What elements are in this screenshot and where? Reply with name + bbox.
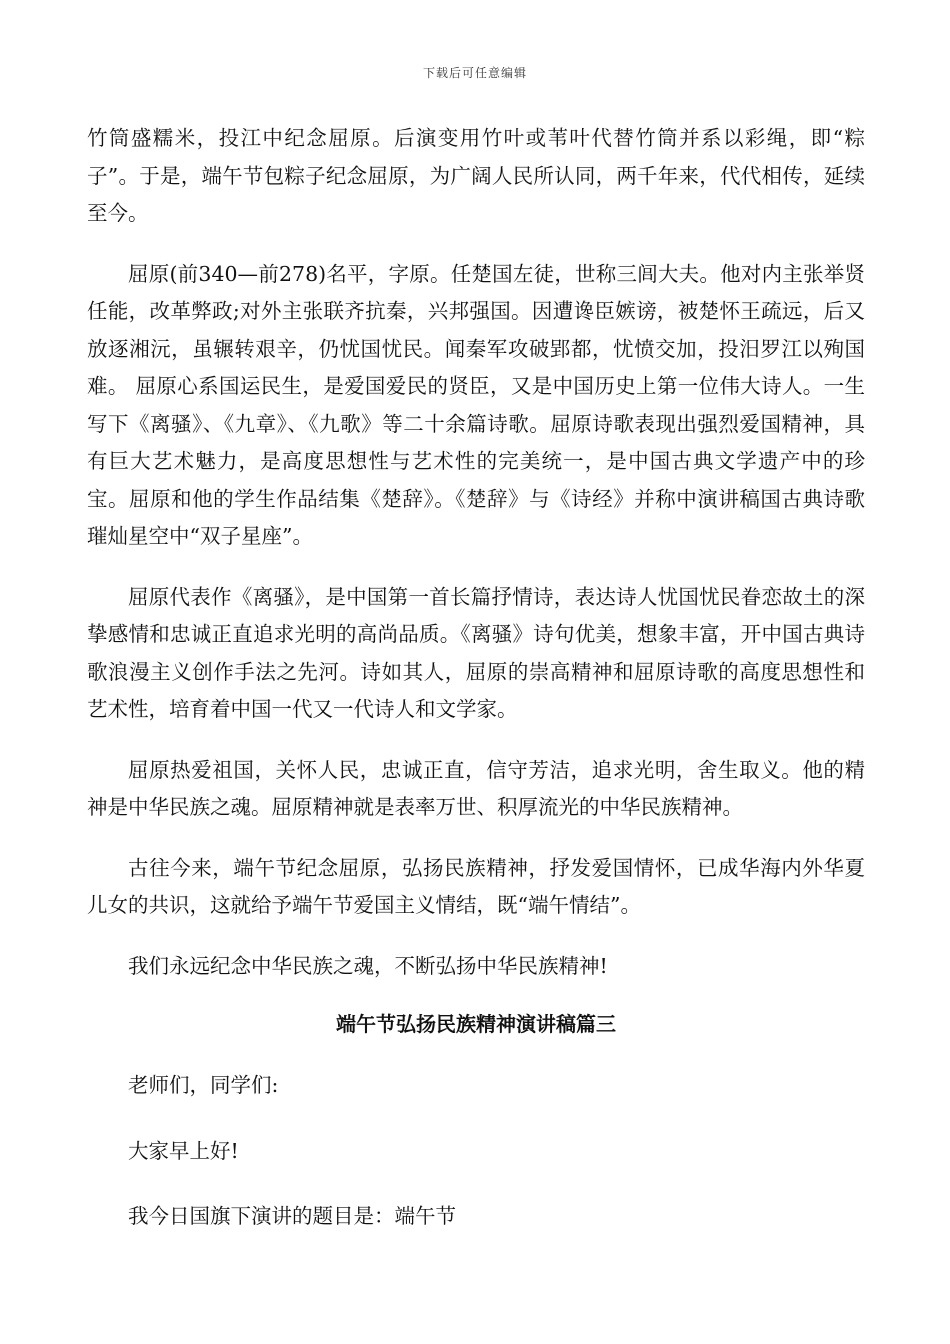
speech-topic-line: 我今日国旗下演讲的题目是：端午节 <box>128 1204 456 1228</box>
section-title: 端午节弘扬民族精神演讲稿篇三 <box>336 1012 616 1036</box>
paragraph-closing: 我们永远纪念中华民族之魂，不断弘扬中华民族精神! <box>128 953 608 978</box>
paragraph-zongzi-origin: 竹筒盛糯米，投江中纪念屈原。后演变用竹叶或苇叶代替竹筒并系以彩绳，即“粽子”。于是，端午节包粽子纪念屈原，为广阔人民所认同，两千年来，代代相传，延续至今。 <box>87 126 865 225</box>
paragraph-lisao: 屈原代表作《离骚》，是中国第一首长篇抒情诗，表达诗人忧国忧民眷恋故土的深挚感情和忠诚正直追求光明的高尚品质。《离骚》诗句优美，想象丰富，开中国古典诗歌浪漫主义创作手法之先河。诗如其人，屈原的崇高精神和屈原诗歌的高度思想性和艺术性，培育着中国一代又一代诗人和文学家。 <box>87 584 865 721</box>
page-header: 下载后可任意编辑 <box>422 66 527 80</box>
paragraph-quyuan-spirit: 屈原热爱祖国，关怀人民，忠诚正直，信守芳洁，追求光明，舍生取义。他的精神是中华民族之魂。屈原精神就是表率万世、积厚流光的中华民族精神。 <box>87 757 865 819</box>
greeting-teachers-students: 老师们，同学们: <box>128 1073 279 1097</box>
paragraph-duanwu-complex: 古往今来，端午节纪念屈原，弘扬民族精神，抒发爱国情怀，已成华海内外华夏儿女的共识，这就给予端午节爱国主义情结，既“端午情结”。 <box>87 855 865 917</box>
paragraph-quyuan-biography: 屈原(前340—前278)名平，字原。任楚国左徒，世称三闾大夫。他对内主张举贤任能，改革弊政;对外主张联齐抗秦，兴邦强国。因遭谗臣嫉谤，被楚怀王疏远，后又放逐湘沅，虽辗转艰辛，仍忧国忧民。闻秦军攻破郢都，忧愤交加，投汨罗江以殉国难。 屈原心系国运民生，是爱国爱民的贤臣，又是中国历史上第一位伟大诗人。一生写下《离骚》、《九章》、《九歌》等二十余篇诗歌。屈原诗歌表现出强烈爱国精神，具有巨大艺术魅力，是高度思想性与艺术性的完美统一，是中国古典文学遗产中的珍宝。屈原和他的学生作品结集《楚辞》。《楚辞》与《诗经》并称中演讲稿国古典诗歌璀灿星空中“双子星座”。 <box>87 261 865 548</box>
document-body <box>87 120 865 1264</box>
greeting-good-morning: 大家早上好! <box>128 1138 239 1163</box>
